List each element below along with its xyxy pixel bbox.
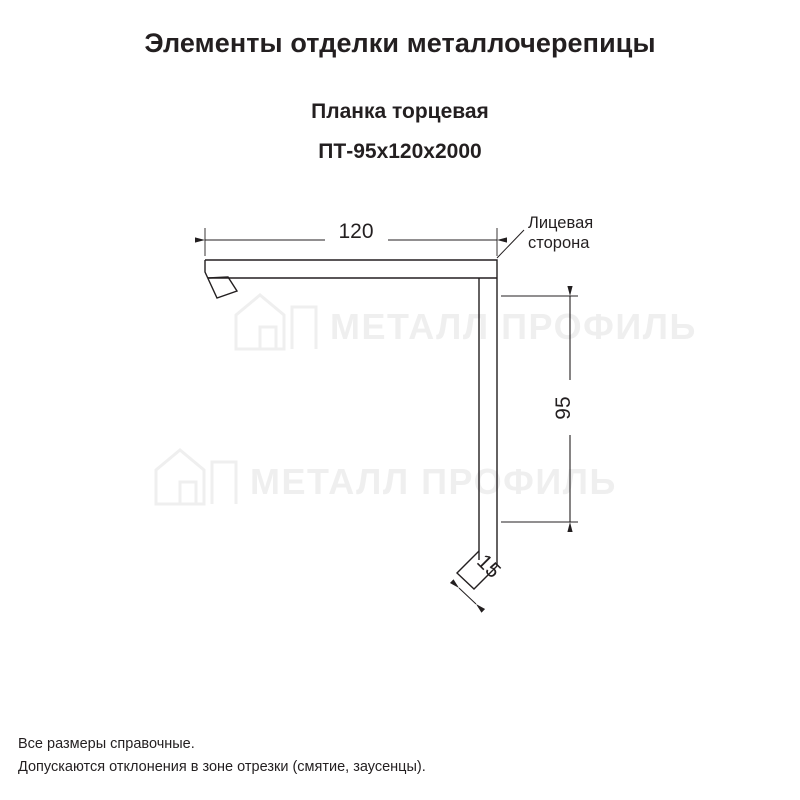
leader-line-face-side <box>497 230 524 258</box>
footnotes <box>18 733 426 778</box>
dimension-flange-label: 15 <box>472 550 505 583</box>
footnote-1: Все размеры справочные. <box>18 736 195 753</box>
dimension-height-label: 95 <box>552 396 575 420</box>
product-code: ПТ-95х120х2000 <box>318 140 482 163</box>
face-side-label-line1: Лицевая <box>528 214 594 232</box>
page-title: Элементы отделки металлочерепицы <box>144 28 656 58</box>
product-name: Планка торцевая <box>311 100 489 123</box>
profile-outer-line <box>205 260 497 566</box>
svg-text:МЕТАЛЛ ПРОФИЛЬ: МЕТАЛЛ ПРОФИЛЬ <box>250 461 617 502</box>
svg-text:МЕТАЛЛ ПРОФИЛЬ: МЕТАЛЛ ПРОФИЛЬ <box>330 306 697 347</box>
dim-line-15 <box>459 588 476 604</box>
dimension-width-label: 120 <box>338 220 374 243</box>
face-side-label-line2: сторона <box>528 234 590 252</box>
profile-drip-edge <box>205 260 237 298</box>
footnote-2: Допускаются отклонения в зоне отрезки (смятие, заусенцы). <box>18 758 426 775</box>
